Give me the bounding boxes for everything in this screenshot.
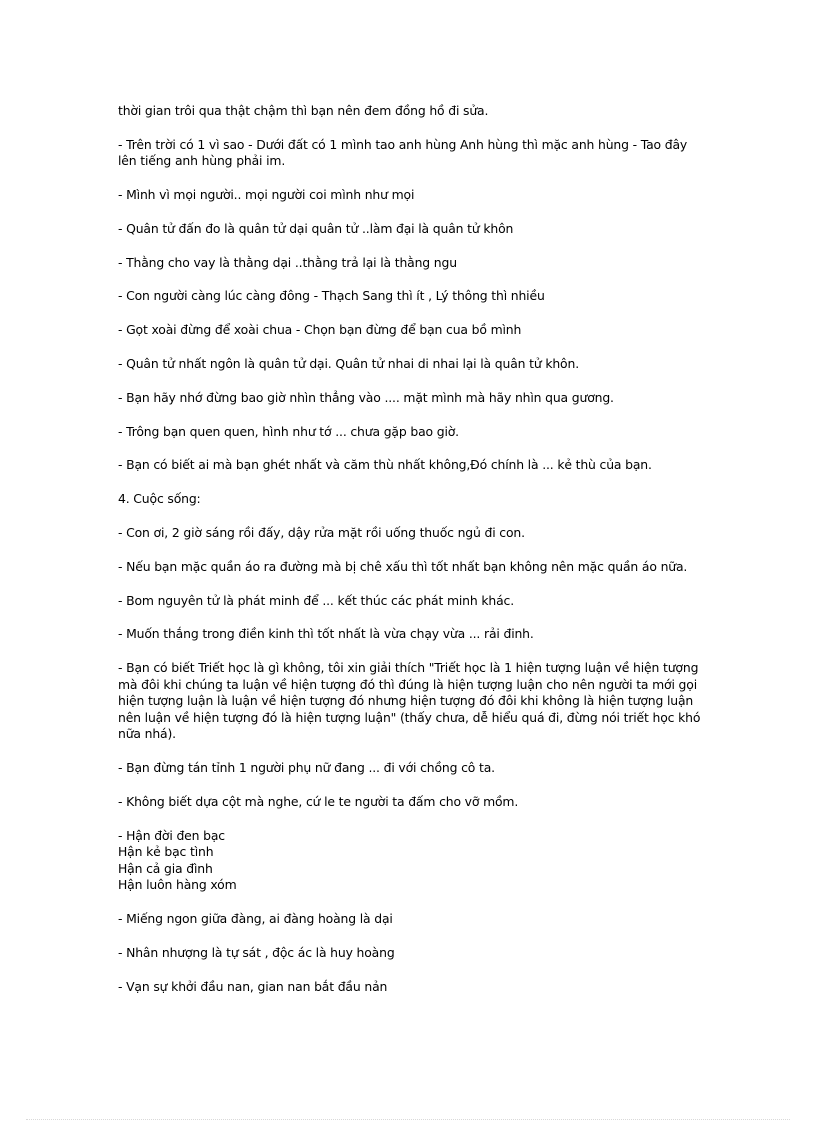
text-line: - Quân tử đấn đo là quân tử dại quân tử ..làm đại là quân tử khôn [118, 220, 514, 236]
paragraph [118, 525, 698, 542]
paragraph [118, 593, 698, 610]
paragraph [118, 322, 698, 339]
paragraph [118, 390, 698, 407]
text-line: - Nếu bạn mặc quần áo ra đường mà bị chê xấu thì tốt nhất bạn không nên mặc quần áo nữa. [118, 558, 688, 574]
text-line: nên luận về hiện tượng đó là hiện tượng luận" (thấy chưa, dễ hiểu quá đi, đừng nói triết học khó [118, 709, 701, 725]
text-line: - Bạn đừng tán tỉnh 1 người phụ nữ đang ... đi với chồng cô ta. [118, 760, 495, 776]
text-line: - Bạn hãy nhớ đừng bao giờ nhìn thẳng vào .... mặt mình mà hãy nhìn qua gương. [118, 389, 614, 405]
text-line: - Con ơi, 2 giờ sáng rồi đấy, dậy rửa mặt rồi uống thuốc ngủ đi con. [118, 525, 525, 541]
text-line: - Bom nguyên tử là phát minh để ... kết thúc các phát minh khác. [118, 592, 514, 608]
paragraph [118, 979, 698, 996]
text-line: - Bạn có biết ai mà bạn ghét nhất và căm thù nhất không,Đó chính là ... kẻ thù của bạn. [118, 457, 652, 473]
paragraph [118, 559, 698, 576]
text-line: Hận kẻ bạc tình [118, 844, 214, 860]
text-line: - Nhân nhượng là tự sát , độc ác là huy hoàng [118, 944, 395, 960]
text-line: - Trên trời có 1 vì sao - Dưới đất có 1 mình tao anh hùng Anh hùng thì mặc anh hùng - Tao đây [118, 136, 688, 152]
text-line: - Thằng cho vay là thằng dại ..thằng trả lại là thằng ngu [118, 254, 457, 270]
paragraph [118, 491, 698, 508]
text-line: thời gian trôi qua thật chậm thì bạn nên đem đồng hồ đi sửa. [118, 103, 489, 118]
text-line: Hận luôn hàng xóm [118, 877, 237, 893]
paragraph [118, 137, 698, 170]
text-line: - Gọt xoài đừng để xoài chua - Chọn bạn đừng để bạn cua bồ mình [118, 322, 522, 338]
paragraph [118, 760, 698, 777]
text-line: mà đôi khi chúng ta luận về hiện tượng đó thì đúng là hiện tượng luận cho nên người ta mới gọi [118, 676, 697, 692]
text-line: - Quân tử nhất ngôn là quân tử dại. Quân tử nhai di nhai lại là quân tử khôn. [118, 356, 579, 372]
text-line: - Không biết dựa cột mà nghe, cứ le te người ta đấm cho vỡ mồm. [118, 793, 519, 809]
text-line: - Mình vì mọi người.. mọi người coi mình như mọi [118, 187, 415, 203]
text-line: lên tiếng anh hùng phải im. [118, 153, 286, 169]
text-line: - Trông bạn quen quen, hình như tớ ... chưa gặp bao giờ. [118, 423, 459, 439]
paragraph [118, 660, 701, 743]
page-bottom-divider [26, 1119, 790, 1120]
text-line: - Miếng ngon giữa đàng, ai đàng hoàng là dại [118, 910, 393, 926]
text-line: - Con người càng lúc càng đông - Thạch Sang thì ít , Lý thông thì nhiều [118, 288, 545, 304]
text-line: - Vạn sự khởi đầu nan, gian nan bắt đầu nản [118, 978, 388, 994]
document-body [118, 103, 701, 1012]
paragraph [118, 103, 698, 120]
paragraph [118, 187, 698, 204]
paragraph [118, 457, 698, 474]
text-line: hiện tượng luận là luận về hiện tượng đó nhưng hiện tượng đó đôi khi không là hiện tượng luận [118, 693, 694, 709]
paragraph [118, 424, 698, 441]
paragraph [118, 221, 698, 238]
text-line: - Hận đời đen bạc [118, 827, 225, 843]
text-line: - Muốn thắng trong điền kinh thì tốt nhất là vừa chạy vừa ... rải đinh. [118, 626, 534, 642]
paragraph [118, 828, 698, 894]
paragraph [118, 626, 698, 643]
paragraph [118, 288, 698, 305]
paragraph [118, 794, 698, 811]
paragraph [118, 945, 698, 962]
paragraph [118, 911, 698, 928]
text-line: nữa nhá). [118, 726, 176, 742]
text-line: Hận cả gia đình [118, 860, 213, 876]
paragraph [118, 356, 698, 373]
paragraph [118, 255, 698, 272]
text-line: 4. Cuộc sống: [118, 491, 201, 507]
text-line: - Bạn có biết Triết học là gì không, tôi xin giải thích "Triết học là 1 hiện tượng luận về hiện tượng [118, 660, 699, 676]
